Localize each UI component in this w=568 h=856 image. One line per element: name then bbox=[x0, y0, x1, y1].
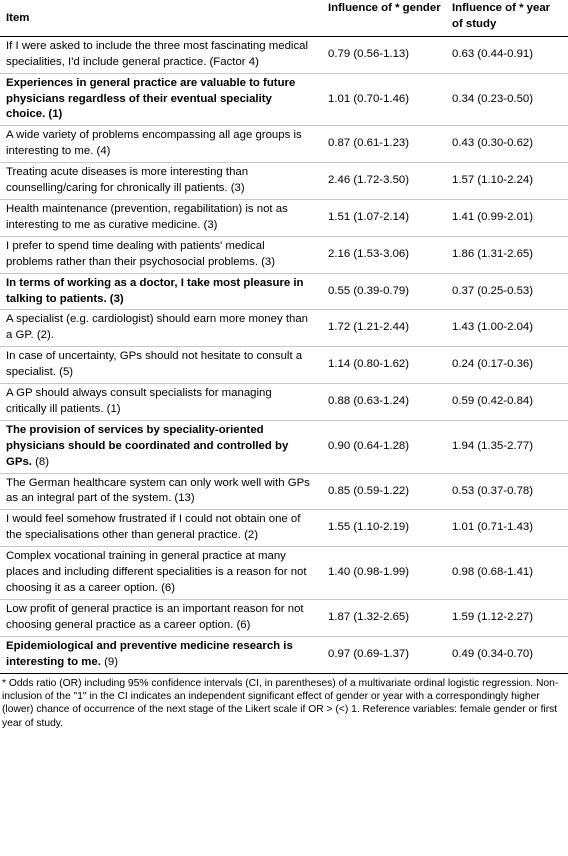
year-or-cell: 0.37 (0.25-0.53) bbox=[452, 284, 534, 297]
item-cell bbox=[0, 384, 322, 421]
table-row bbox=[0, 236, 568, 273]
table-row bbox=[0, 199, 568, 236]
gender-or-cell: 1.87 (1.32-2.65) bbox=[328, 610, 410, 623]
gender-or-cell: 0.88 (0.63-1.24) bbox=[328, 394, 410, 407]
item-cell bbox=[0, 599, 322, 636]
item-cell bbox=[0, 199, 322, 236]
gender-or-cell: 1.51 (1.07-2.14) bbox=[328, 210, 410, 223]
year-or-cell: 0.24 (0.17-0.36) bbox=[452, 358, 534, 371]
item-cell bbox=[0, 236, 322, 273]
table-row bbox=[0, 547, 568, 600]
year-or-cell: 0.53 (0.37-0.78) bbox=[452, 484, 534, 497]
year-or-cell: 0.63 (0.44-0.91) bbox=[452, 47, 534, 60]
year-or-cell: 0.49 (0.34-0.70) bbox=[452, 647, 534, 660]
item-cell bbox=[0, 126, 322, 163]
item-text: (9) bbox=[100, 655, 119, 668]
gender-or-cell: 0.97 (0.69-1.37) bbox=[328, 647, 410, 660]
item-text: If I were asked to include the three most fascinating medical specialities, I'd include general practice. (Factor 4) bbox=[6, 39, 309, 68]
table-row bbox=[0, 163, 568, 200]
header-year: Influence of * year of study bbox=[446, 0, 568, 36]
item-text: A GP should always consult specialists for managing critically ill patients. (1) bbox=[6, 387, 272, 415]
gender-or-cell: 0.90 (0.64-1.28) bbox=[328, 439, 410, 452]
item-cell bbox=[0, 636, 322, 673]
item-text: (8) bbox=[31, 455, 50, 468]
item-cell bbox=[0, 36, 322, 73]
gender-or-cell: 1.14 (0.80-1.62) bbox=[328, 358, 410, 371]
year-or-cell: 1.43 (1.00-2.04) bbox=[452, 321, 534, 334]
gender-or-cell: 2.46 (1.72-3.50) bbox=[328, 174, 410, 187]
item-text: The German healthcare system can only work well with GPs as an integral part of the system. (13) bbox=[6, 476, 310, 505]
item-bold-text: Experiences in general practice are valuable to future physicians regardless of their eventual speciality choice. (1) bbox=[6, 76, 296, 121]
year-or-cell: 0.34 (0.23-0.50) bbox=[452, 92, 534, 105]
year-or-cell: 0.59 (0.42-0.84) bbox=[452, 394, 534, 407]
year-or-cell: 1.01 (0.71-1.43) bbox=[452, 521, 534, 534]
item-cell bbox=[0, 347, 322, 384]
gender-or-cell: 1.72 (1.21-2.44) bbox=[328, 321, 410, 334]
gender-or-cell: 1.01 (0.70-1.46) bbox=[328, 92, 410, 105]
item-cell bbox=[0, 510, 322, 547]
year-or-cell: 1.94 (1.35-2.77) bbox=[452, 439, 534, 452]
item-text: I prefer to spend time dealing with patients' medical problems rather than their psychosocial problems. (3) bbox=[6, 239, 276, 268]
item-cell bbox=[0, 420, 322, 473]
table-row bbox=[0, 310, 568, 347]
item-cell bbox=[0, 310, 322, 347]
item-bold-text: In terms of working as a doctor, I take most pleasure in talking to patients. (3) bbox=[6, 276, 304, 305]
year-or-cell: 0.98 (0.68-1.41) bbox=[452, 566, 534, 579]
table-row bbox=[0, 420, 568, 473]
year-or-cell: 1.86 (1.31-2.65) bbox=[452, 247, 534, 260]
header-row bbox=[0, 0, 568, 36]
table-row bbox=[0, 73, 568, 126]
footnote: * Odds ratio (OR) including 95% confidence intervals (CI, in parentheses) of a multivariate ordinal logistic regression. Non-inclusion of the "1" in the CI indicates an independent significant effect of gender or year with a correspondingly higher (lower) chance of occurrence of the next stage of the Likert scale if OR > (<) 1. Reference variables: female gender or first year of study. bbox=[2, 677, 559, 729]
item-text: I would feel somehow frustrated if I could not obtain one of the specialisations other than general practice. (2) bbox=[6, 513, 301, 542]
table-row bbox=[0, 384, 568, 421]
gender-or-cell: 1.55 (1.10-2.19) bbox=[328, 521, 410, 534]
table-row bbox=[0, 126, 568, 163]
year-or-cell: 1.57 (1.10-2.24) bbox=[452, 174, 534, 187]
item-cell bbox=[0, 163, 322, 200]
item-text: Health maintenance (prevention, regabilitation) is not as interesting to me as curative medicine. (3) bbox=[6, 202, 288, 231]
item-cell bbox=[0, 273, 322, 310]
header-gender: Influence of * gender bbox=[322, 0, 446, 36]
gender-or-cell: 1.40 (0.98-1.99) bbox=[328, 566, 410, 579]
item-text: Low profit of general practice is an important reason for not choosing general practice as a career option. (6) bbox=[6, 602, 304, 631]
year-or-cell: 0.43 (0.30-0.62) bbox=[452, 137, 534, 150]
gender-or-cell: 0.87 (0.61-1.23) bbox=[328, 137, 410, 150]
item-cell bbox=[0, 547, 322, 600]
item-text: Treating acute diseases is more interesting than counselling/caring for chronically ill patients. (3) bbox=[6, 166, 249, 195]
item-cell bbox=[0, 473, 322, 510]
item-bold-text: The provision of services by speciality-oriented physicians should be coordinated and controlled by GPs. bbox=[6, 423, 289, 468]
item-text: A specialist (e.g. cardiologist) should earn more money than a GP. (2). bbox=[6, 313, 309, 342]
table-row bbox=[0, 473, 568, 510]
item-text: In case of uncertainty, GPs should not hesitate to consult a specialist. (5) bbox=[6, 350, 303, 379]
table-row bbox=[0, 599, 568, 636]
year-or-cell: 1.59 (1.12-2.27) bbox=[452, 610, 534, 623]
gender-or-cell: 0.55 (0.39-0.79) bbox=[328, 284, 410, 297]
table-row bbox=[0, 36, 568, 73]
gender-or-cell: 2.16 (1.53-3.06) bbox=[328, 247, 410, 260]
item-bold-text: Epidemiological and preventive medicine research is interesting to me. bbox=[6, 639, 293, 668]
table-row bbox=[0, 273, 568, 310]
item-text: Complex vocational training in general practice at many places and including different specialities is a reason for not choosing it as a career option. (6) bbox=[6, 550, 307, 594]
item-text: A wide variety of problems encompassing all age groups is interesting to me. (4) bbox=[6, 129, 302, 158]
gender-or-cell: 0.85 (0.59-1.22) bbox=[328, 484, 410, 497]
table-row bbox=[0, 510, 568, 547]
table-row bbox=[0, 347, 568, 384]
year-or-cell: 1.41 (0.99-2.01) bbox=[452, 210, 534, 223]
header-item: Item bbox=[0, 0, 322, 36]
gender-or-cell: 0.79 (0.56-1.13) bbox=[328, 47, 410, 60]
table-row bbox=[0, 636, 568, 673]
item-cell bbox=[0, 73, 322, 126]
